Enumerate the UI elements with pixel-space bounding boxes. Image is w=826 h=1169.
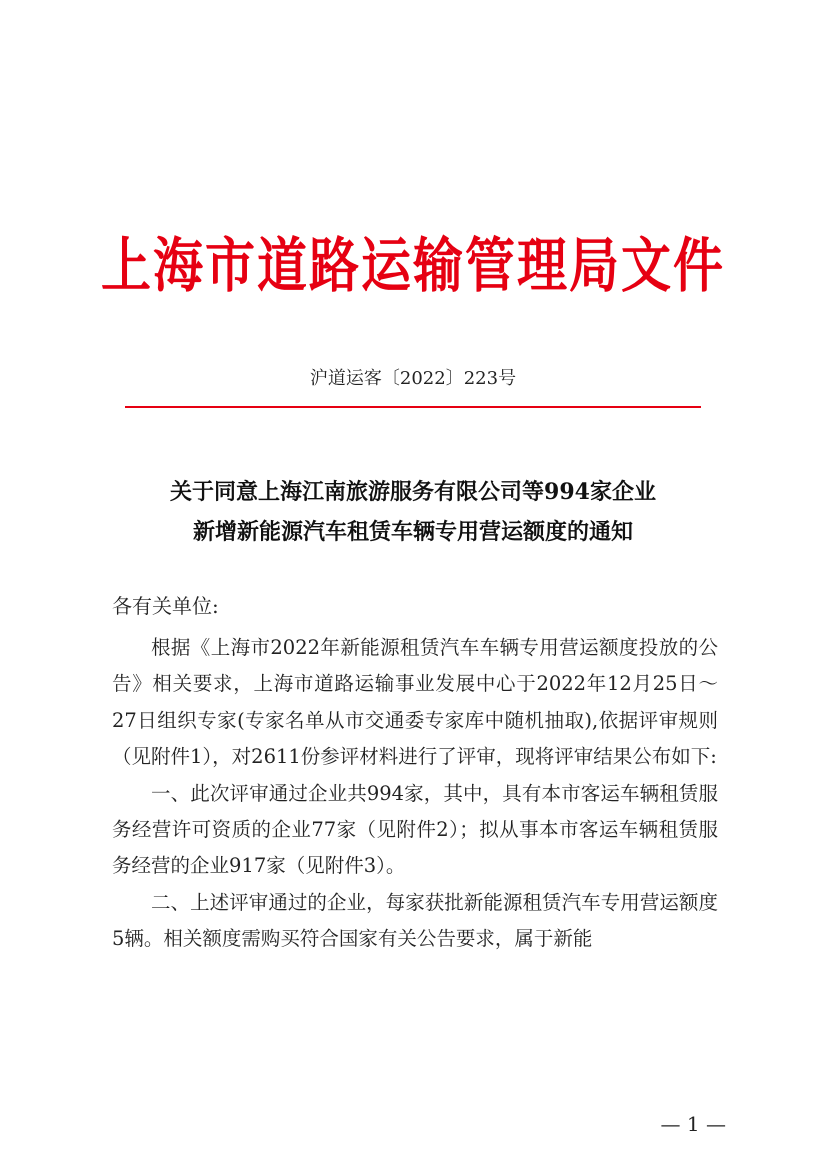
document-title (0, 472, 826, 552)
page-number: — 1 — (660, 1112, 726, 1136)
document-title-line-2: 新增新能源汽车租赁车辆专用营运额度的通知 (192, 519, 633, 545)
document-number: 沪道运客〔2022〕223号 (309, 368, 517, 389)
body-text (112, 630, 718, 958)
body-paragraph-2: 一、此次评审通过企业共994家，其中，具有本市客运车辆租赁服务经营许可资质的企业77家（见附件2）；拟从事本市客运车辆租赁服务经营的企业917家（见附件3）。 (112, 781, 718, 878)
salutation: 各有关单位: (112, 594, 219, 618)
body-paragraph-3: 二、上述评审通过的企业，每家获批新能源租赁汽车专用营运额度5辆。相关额度需购买符合国家有关公告要求，属于新能 (112, 890, 718, 951)
body-paragraph-1: 根据《上海市2022年新能源租赁汽车车辆专用营运额度投放的公告》相关要求，上海市道路运输事业发展中心于2022年12月25日～27日组织专家(专家名单从市交通委专家库中随机抽取),依据评审规则（见附件1），对2611份参评材料进行了评审，现将评审结果公布如下: (112, 636, 718, 769)
issuer-header-title: 上海市道路运输管理局文件 (101, 230, 725, 301)
document-title-line-1: 关于同意上海江南旅游服务有限公司等994家企业 (170, 479, 656, 505)
red-divider-line (125, 406, 701, 408)
